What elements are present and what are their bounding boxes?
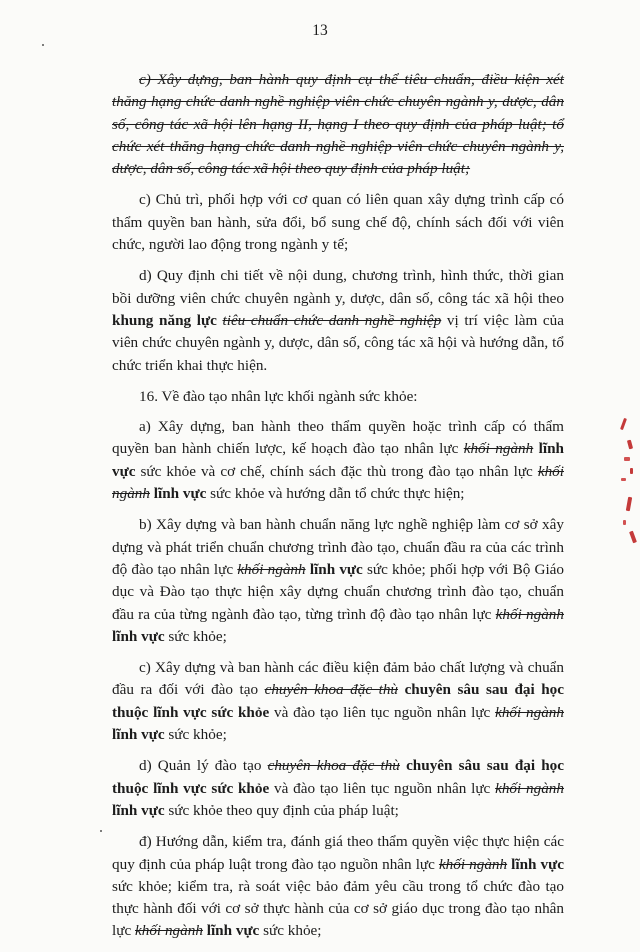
document-body <box>112 69 564 952</box>
scan-speck <box>42 44 44 46</box>
text-run: và đào tạo liên tục nguồn nhân lực <box>269 703 496 721</box>
paragraph <box>112 755 564 822</box>
added-text: lĩnh vực <box>309 560 363 578</box>
text-run: và đào tạo liên tục nguồn nhân lực <box>269 779 496 797</box>
deleted-text: khối ngành <box>237 560 306 578</box>
text-run: sức khỏe và cơ chế, chính sách đặc thù trong đào tạo nhân lực <box>135 462 538 480</box>
paragraph <box>112 831 564 942</box>
added-text: chuyên sâu sau đại học thuộc lĩnh vực sức khỏe <box>112 757 565 797</box>
text-run: sức khỏe; <box>164 627 227 645</box>
deleted-text: khối ngành <box>135 922 203 940</box>
text-run: c) Xây dựng và ban hành các điều kiện đảm bảo chất lượng và chuẩn đầu ra đối với đào tạo <box>112 659 564 699</box>
text-run: b) Xây dựng và ban hành chuẩn năng lực nghề nghiệp làm cơ sở xây dựng và phát triển chuẩn chương trình đào tạo, chuẩn đầu ra của các trình độ đào tạo nhân lực <box>112 516 564 578</box>
text-run: vị trí việc làm của viên chức chuyên ngành y, dược, dân số, công tác xã hội và hướng dẫn, tổ chức triển khai thực hiện. <box>112 311 564 374</box>
added-text: khung năng lực <box>112 311 217 329</box>
paragraph <box>112 265 564 376</box>
page-number: 13 <box>312 22 328 39</box>
text-run: d) Quản lý đào tạo <box>139 757 268 775</box>
deleted-text: tiêu chuẩn chức danh nghề nghiệp <box>222 311 442 329</box>
added-text: lĩnh vực <box>112 440 564 480</box>
text-run: sức khỏe; <box>259 922 322 940</box>
paragraph <box>112 386 564 408</box>
added-text: lĩnh vực <box>153 485 207 503</box>
text-run: sức khỏe; kiểm tra, rà soát việc bảo đảm yêu cầu trong tổ chức đào tạo thực hành đối với cơ sở thực hành của cơ sở giáo dục trong đào tạo nhân lực <box>112 877 564 940</box>
paragraph <box>112 657 564 746</box>
deleted-text: khối ngành <box>463 440 534 458</box>
paragraph <box>112 514 564 648</box>
added-text: lĩnh vực <box>112 627 165 645</box>
deleted-text: khối ngành <box>112 462 564 503</box>
text-run: đ) Hướng dẫn, kiểm tra, đánh giá theo thẩm quyền việc thực hiện các quy định của pháp luật trong đào tạo nguồn nhân lực <box>112 833 564 873</box>
added-text: chuyên sâu sau đại học thuộc lĩnh vực sức khỏe <box>112 681 565 721</box>
added-text: lĩnh vực <box>511 855 565 873</box>
deleted-text: khối ngành <box>495 605 564 623</box>
added-text: lĩnh vực <box>112 801 165 819</box>
deleted-text: khối ngành <box>438 855 508 873</box>
text-run: c) Chủ trì, phối hợp với cơ quan có liên quan xây dựng trình cấp có thẩm quyền ban hành, sửa đổi, bổ sung chế độ, chính sách đối với viên chức, người lao động trong ngành y tế; <box>112 191 564 254</box>
text-run: sức khỏe và hướng dẫn tổ chức thực hiện; <box>206 485 465 503</box>
paragraph <box>112 416 564 505</box>
text-run: sức khỏe; <box>164 726 227 744</box>
paragraph <box>112 189 564 256</box>
text-run: d) Quy định chi tiết về nội dung, chương trình, hình thức, thời gian bồi dưỡng viên chức chuyên ngành y, dược, dân số, công tác xã hội theo <box>112 267 564 307</box>
deleted-text: chuyên khoa đặc thù <box>267 757 400 775</box>
deleted-text: khối ngành <box>495 779 564 797</box>
deleted-text: khối ngành <box>495 703 564 721</box>
text-run: sức khỏe; phối hợp với Bộ Giáo dục và Đào tạo thực hiện xây dựng chuẩn chương trình đào tạo, chuẩn đầu ra của từng ngành đào tạo, từng trình độ đào tạo nhân lực <box>112 560 565 623</box>
paragraph <box>112 69 564 180</box>
added-text: lĩnh vực <box>206 922 260 940</box>
text-run: sức khỏe theo quy định của pháp luật; <box>164 801 399 819</box>
added-text: lĩnh vực <box>112 726 165 744</box>
scan-speck <box>100 830 102 832</box>
text-run: 16. Về đào tạo nhân lực khối ngành sức khỏe: <box>139 387 418 405</box>
deleted-text: chuyên khoa đặc thù <box>264 681 399 699</box>
text-run: a) Xây dựng, ban hành theo thẩm quyền hoặc trình cấp có thẩm quyền ban hành chiến lược, kế hoạch đào tạo nhân lực <box>112 418 564 458</box>
deleted-text: c) Xây dựng, ban hành quy định cụ thể tiêu chuẩn, điều kiện xét thăng hạng chức danh nghề nghiệp viên chức chuyên ngành y, dược, dân số, công tác xã hội lên hạng II, hạng I theo quy định của pháp luật; tổ chức xét thăng hạng chức danh nghề nghiệp viên chức chuyên ngành y, dược, dân số, công tác xã hội theo quy định của pháp luật; <box>112 71 564 178</box>
